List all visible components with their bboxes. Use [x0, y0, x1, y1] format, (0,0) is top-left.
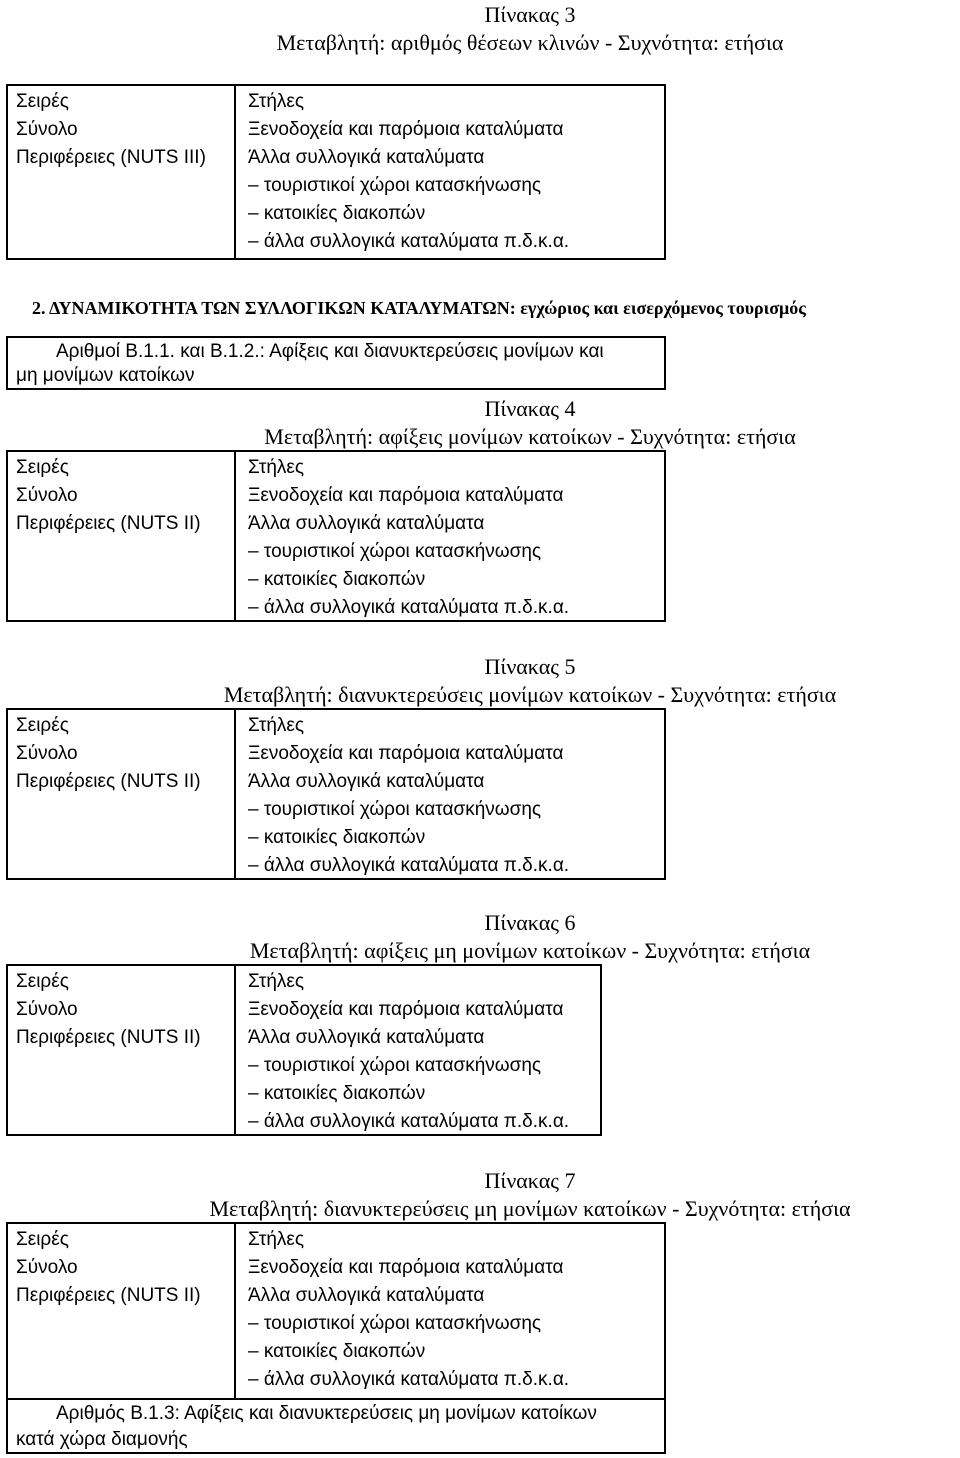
table6-right-3: – τουριστικοί χώροι κατασκήνωσης	[248, 1055, 542, 1076]
table4-right-4: – κατοικίες διακοπών	[248, 569, 426, 590]
table7-right-0: Στήλες	[248, 1229, 305, 1250]
table5-right-3: – τουριστικοί χώροι κατασκήνωσης	[248, 799, 542, 820]
table6-right-5: – άλλα συλλογικά καταλύματα π.δ.κ.α.	[248, 1111, 570, 1132]
table5-divider	[234, 708, 236, 880]
table5-right-1: Ξενοδοχεία και παρόμοια καταλύματα	[248, 743, 564, 764]
table7-subtitle: Μεταβλητή: διανυκτερεύσεις μη μονίμων κατοίκων - Συχνότητα: ετήσια	[209, 1196, 851, 1221]
table4-right-3: – τουριστικοί χώροι κατασκήνωσης	[248, 541, 542, 562]
table5-right-5: – άλλα συλλογικά καταλύματα π.δ.κ.α.	[248, 855, 570, 876]
table4-title: Πίνακας 4	[484, 396, 576, 421]
table4-left-2: Περιφέρειες (NUTS II)	[16, 513, 201, 534]
table3-subtitle: Μεταβλητή: αριθμός θέσεων κλινών - Συχνότητα: ετήσια	[276, 30, 784, 55]
table7-right-3: – τουριστικοί χώροι κατασκήνωσης	[248, 1313, 542, 1334]
table6-divider	[234, 964, 236, 1136]
table3-right-3: – τουριστικοί χώροι κατασκήνωσης	[248, 175, 542, 196]
footer-note-line1: Αριθμός Β.1.3: Αφίξεις και διανυκτερεύσεις μη μονίμων κατοίκων	[56, 1403, 597, 1424]
table7-title: Πίνακας 7	[484, 1168, 576, 1193]
table7-divider	[234, 1222, 236, 1398]
table7-left-2: Περιφέρειες (NUTS II)	[16, 1285, 201, 1306]
table3-divider	[234, 84, 236, 260]
table3-right-0: Στήλες	[248, 91, 305, 112]
table3-title: Πίνακας 3	[484, 2, 576, 27]
table3-right-1: Ξενοδοχεία και παρόμοια καταλύματα	[248, 119, 564, 140]
table6-right-2: Άλλα συλλογικά καταλύματα	[248, 1027, 485, 1048]
table5-title: Πίνακας 5	[484, 654, 576, 679]
table7-left-0: Σειρές	[16, 1229, 69, 1250]
table5-left-1: Σύνολο	[16, 743, 78, 764]
table4-subtitle: Μεταβλητή: αφίξεις μονίμων κατοίκων - Συχνότητα: ετήσια	[264, 424, 796, 449]
note-line1: Αριθμοί Β.1.1. και Β.1.2.: Αφίξεις και διανυκτερεύσεις μονίμων και	[56, 341, 604, 362]
table4-right-1: Ξενοδοχεία και παρόμοια καταλύματα	[248, 485, 564, 506]
table3-right-5: – άλλα συλλογικά καταλύματα π.δ.κ.α.	[248, 231, 570, 252]
table4-left-1: Σύνολο	[16, 485, 78, 506]
table5-left-2: Περιφέρειες (NUTS II)	[16, 771, 201, 792]
table4-right-2: Άλλα συλλογικά καταλύματα	[248, 513, 485, 534]
table7-right-5: – άλλα συλλογικά καταλύματα π.δ.κ.α.	[248, 1369, 570, 1390]
note-line2: μη μονίμων κατοίκων	[16, 365, 195, 386]
table6-left-2: Περιφέρειες (NUTS II)	[16, 1027, 201, 1048]
table3-left-2: Περιφέρειες (NUTS III)	[16, 147, 206, 168]
table6-left-0: Σειρές	[16, 971, 69, 992]
table6-title: Πίνακας 6	[484, 910, 576, 935]
table6-left-1: Σύνολο	[16, 999, 78, 1020]
table6-right-1: Ξενοδοχεία και παρόμοια καταλύματα	[248, 999, 564, 1020]
table7-right-2: Άλλα συλλογικά καταλύματα	[248, 1285, 485, 1306]
table4-left-0: Σειρές	[16, 457, 69, 478]
table6-subtitle: Μεταβλητή: αφίξεις μη μονίμων κατοίκων - Συχνότητα: ετήσια	[249, 938, 811, 963]
table4-right-0: Στήλες	[248, 457, 305, 478]
table5-right-4: – κατοικίες διακοπών	[248, 827, 426, 848]
table7-left-1: Σύνολο	[16, 1257, 78, 1278]
table5-right-2: Άλλα συλλογικά καταλύματα	[248, 771, 485, 792]
table4-divider	[234, 450, 236, 622]
table5-subtitle: Μεταβλητή: διανυκτερεύσεις μονίμων κατοίκων - Συχνότητα: ετήσια	[223, 682, 837, 707]
table5-right-0: Στήλες	[248, 715, 305, 736]
table6-right-0: Στήλες	[248, 971, 305, 992]
table7-right-4: – κατοικίες διακοπών	[248, 1341, 426, 1362]
table5-left-0: Σειρές	[16, 715, 69, 736]
table7-right-1: Ξενοδοχεία και παρόμοια καταλύματα	[248, 1257, 564, 1278]
table3-right-4: – κατοικίες διακοπών	[248, 203, 426, 224]
section2-heading: 2. ΔΥΝΑΜΙΚΟΤΗΤΑ ΤΩΝ ΣΥΛΛΟΓΙΚΩΝ ΚΑΤΑΛΥΜΑΤΩΝ: εγχώριος και εισερχόμενος τουρισμός	[32, 298, 806, 318]
table4-right-5: – άλλα συλλογικά καταλύματα π.δ.κ.α.	[248, 597, 570, 618]
table3-left-1: Σύνολο	[16, 119, 78, 140]
table3-right-2: Άλλα συλλογικά καταλύματα	[248, 147, 485, 168]
table6-right-4: – κατοικίες διακοπών	[248, 1083, 426, 1104]
footer-note-line2: κατά χώρα διαμονής	[16, 1429, 188, 1450]
table3-left-0: Σειρές	[16, 91, 69, 112]
